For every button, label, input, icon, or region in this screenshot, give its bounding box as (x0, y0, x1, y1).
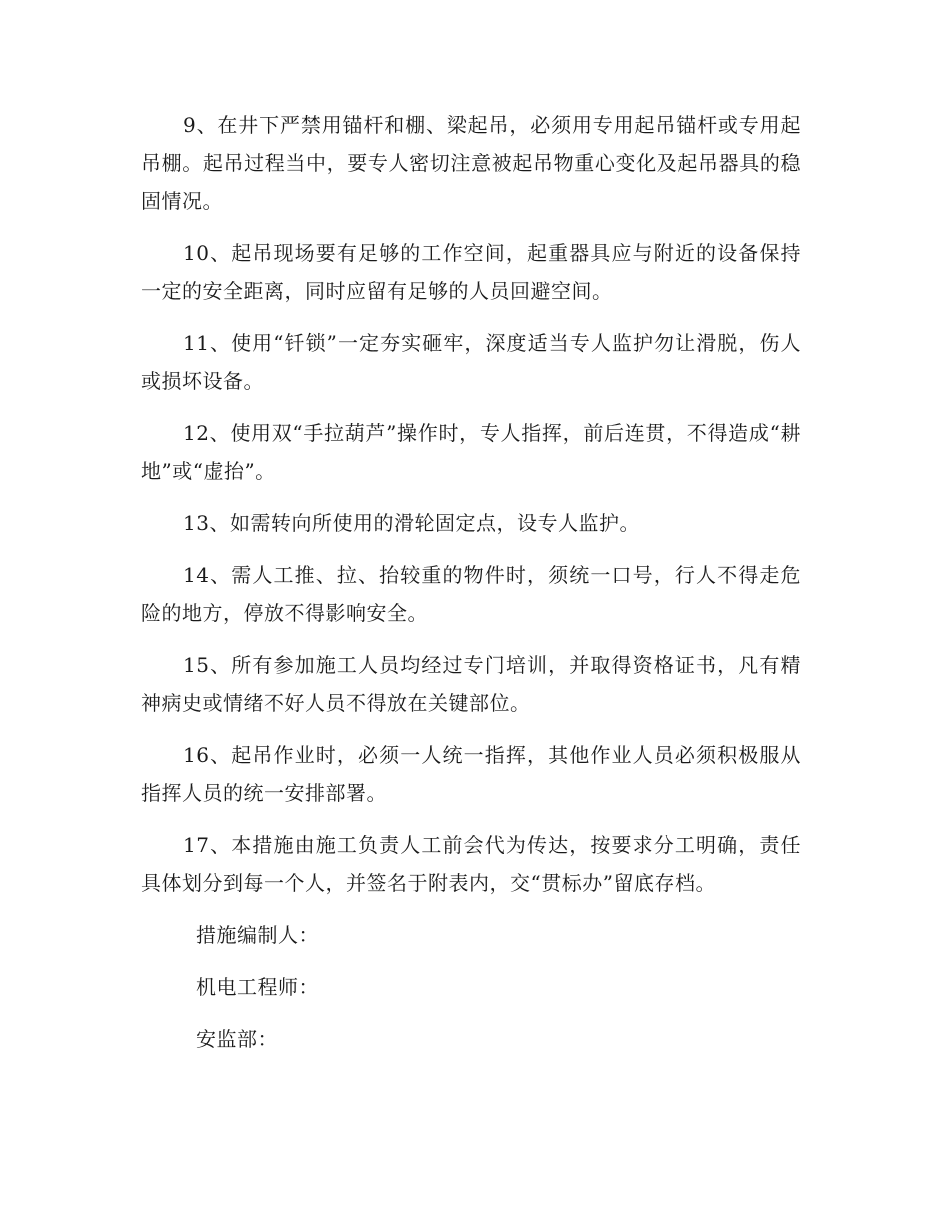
paragraph-item-17: 17、本措施由施工负责人工前会代为传达，按要求分工明确，责任具体划分到每一个人，并签名于附表内，交“贯标办”留底存档。 (141, 833, 801, 895)
paragraph-item-10: 10、起吊现场要有足够的工作空间，起重器具应与附近的设备保持一定的安全距离，同时应留有足够的人员回避空间。 (141, 241, 801, 303)
paragraph-item-9: 9、在井下严禁用锚杆和棚、梁起吊，必须用专用起吊锚杆或专用起吊棚。起吊过程当中，要专人密切注意被起吊物重心变化及起吊器具的稳固情况。 (141, 113, 801, 213)
paragraph-item-15: 15、所有参加施工人员均经过专门培训，并取得资格证书，凡有精神病史或情绪不好人员不得放在关键部位。 (141, 653, 801, 715)
paragraph-item-11: 11、使用“钎锁”一定夯实砸牢，深度适当专人监护勿让滑脱，伤人或损坏设备。 (141, 331, 801, 393)
paragraph-item-12: 12、使用双“手拉葫芦”操作时，专人指挥，前后连贯，不得造成“耕地”或“虚抬”。 (141, 421, 801, 483)
paragraph-item-16: 16、起吊作业时，必须一人统一指挥，其他作业人员必须积极服从指挥人员的统一安排部署。 (141, 743, 801, 805)
signature-line-compiler: 措施编制人： (196, 923, 319, 947)
paragraph-item-13: 13、如需转向所使用的滑轮固定点，设专人监护。 (183, 511, 640, 535)
paragraph-item-14: 14、需人工推、拉、抬较重的物件时，须统一口号，行人不得走危险的地方，停放不得影响安全。 (141, 563, 801, 625)
signature-line-safety-dept: 安监部： (196, 1027, 278, 1051)
signature-line-engineer: 机电工程师： (196, 975, 319, 999)
